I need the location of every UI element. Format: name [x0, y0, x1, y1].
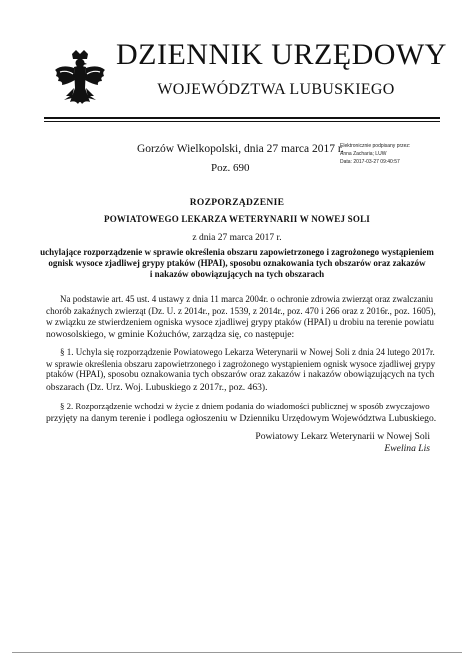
esignature-date: Data: 2017-03-27 09:40:57	[340, 159, 400, 165]
document-subject	[30, 247, 444, 280]
masthead-rule-thick	[44, 117, 440, 119]
signer-title: Powiatowy Lekarz Weterynarii w Nowej Soli	[255, 431, 430, 442]
paragraph-line: przyjęty na danym terenie i podlega ogłoszeniu w Dzienniku Urzędowym Województwa Lubuskiego.	[46, 412, 437, 424]
paragraph-line: ptaków (HPAI), sposobu oznakowania tych obszarów oraz zakazów i nakazów obowiązujących na tych	[46, 370, 435, 380]
masthead-rule-thin	[44, 121, 440, 122]
document-issuer: POWIATOWEGO LEKARZA WETERYNARII W NOWEJ SOLI	[104, 214, 370, 224]
paragraph-line: § 2. Rozporządzenie wchodzi w życie z dniem podania do wiadomości publicznej w sposób zwyczajowo	[60, 401, 430, 411]
section-1-paragraph	[46, 347, 436, 393]
masthead-subtitle: WOJEWÓDZTWA LUBUSKIEGO	[157, 81, 395, 98]
section-2-paragraph	[46, 401, 436, 424]
paragraph-line: nowosolskiego, w gminie Kożuchów, zarządza się, co następuje:	[46, 328, 295, 340]
paragraph-line: obszarach (Dz. Urz. Woj. Lubuskiego z 2017r., poz. 463).	[46, 381, 268, 393]
paragraph-line: w związku ze stwierdzeniem ogniska wysoce zjadliwej grypy ptaków (HPAI) u drobiu na terenie powiatu	[46, 317, 434, 327]
masthead-title: DZIENNIK URZĘDOWY	[116, 38, 447, 71]
document-date: z dnia 27 marca 2017 r.	[192, 233, 282, 243]
subject-line: ognisk wysoce zjadliwej grypy ptaków (HPAI), sposobu oznakowania tych obszarów oraz zakazów	[48, 258, 426, 268]
esignature-signer: Anna Zacharia; LUW	[340, 151, 387, 157]
footer-rule	[12, 652, 462, 653]
subject-line: uchylające rozporządzenie w sprawie określenia obszaru zapowietrzonego i zagrożonego wystąpieniem	[40, 247, 434, 257]
esignature-line: Elektronicznie podpisany przez:	[340, 143, 411, 149]
position-number: Poz. 690	[211, 162, 250, 174]
paragraph-line: w sprawie określenia obszaru zapowietrzonego i zagrożonego wystąpieniem ognisk wysoce zjadliwej grypy	[46, 358, 436, 369]
paragraph-line: Na podstawie art. 45 ust. 4 ustawy z dnia 11 marca 2004r. o ochronie zdrowia zwierząt oraz zwalczaniu	[60, 294, 434, 304]
place-date: Gorzów Wielkopolski, dnia 27 marca 2017 r.	[137, 143, 344, 155]
signer-name: Ewelina Lis	[384, 443, 430, 454]
paragraph-line: chorób zakaźnych zwierząt (Dz. U. z 2014r., poz. 1539, z 2014r., poz. 470 i 266 oraz z 2016r., poz. 1605),	[46, 305, 436, 316]
electronic-signature-stamp	[340, 142, 410, 166]
preamble-paragraph	[46, 294, 436, 340]
polish-eagle-emblem-icon	[52, 48, 108, 114]
subject-line: i nakazów obowiązujących na tych obszarach	[149, 269, 325, 279]
paragraph-line: § 1. Uchyla się rozporządzenie Powiatowego Lekarza Weterynarii w Nowej Soli z dnia 24 lutego 2017r.	[60, 347, 435, 357]
document-type: ROZPORZĄDZENIE	[189, 198, 285, 208]
